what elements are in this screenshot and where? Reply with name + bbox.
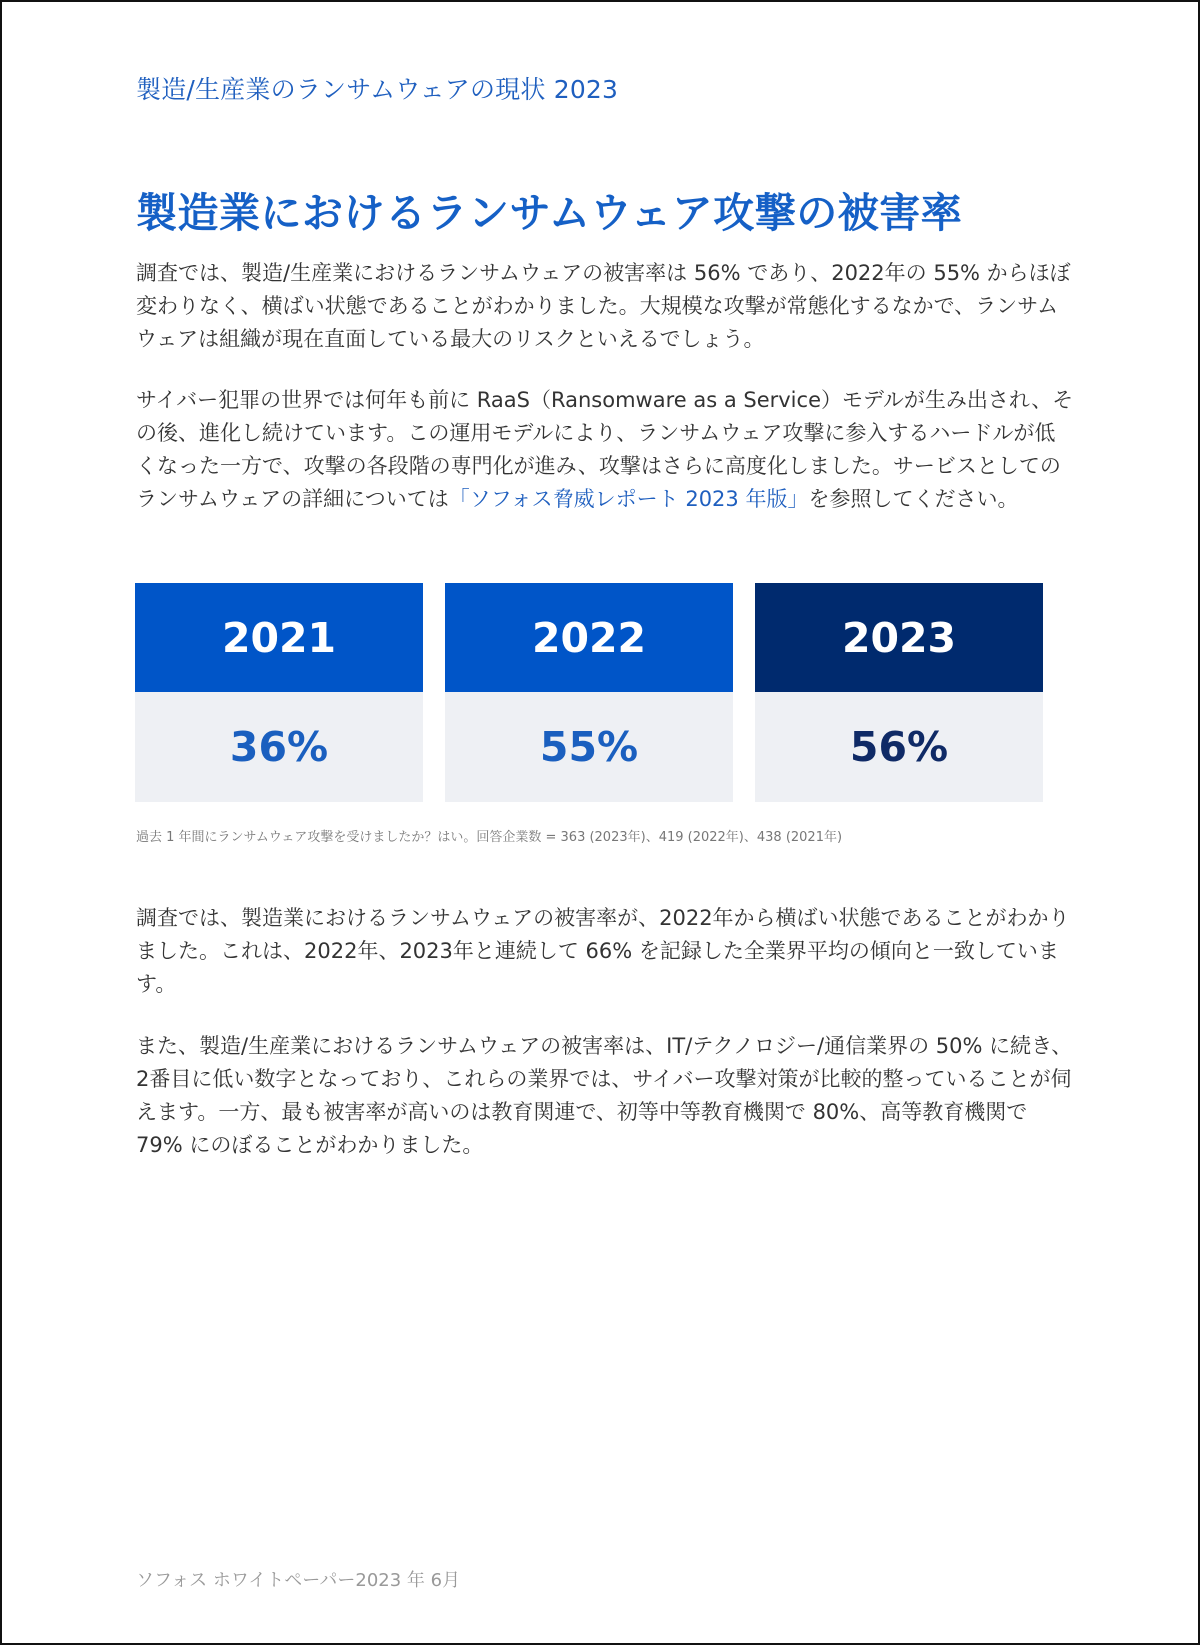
stat-year: 2022 [445, 583, 733, 692]
stat-card-2023 [755, 583, 1043, 802]
stat-value: 36% [135, 692, 423, 802]
paragraph-trend: 調査では、製造業におけるランサムウェアの被害率が、2022年から横ばい状態であることがわかりました。これは、2022年、2023年と連続して 66% を記録した全業界平均の傾向と一致しています。 [136, 906, 1070, 996]
stat-card-2021 [135, 583, 423, 802]
section-heading: 製造業におけるランサムウェア攻撃の被害率 [136, 189, 963, 237]
threat-report-link[interactable]: 「ソフォス脅威レポート 2023 年版」 [448, 487, 809, 511]
survey-footnote: 過去 1 年間にランサムウェア攻撃を受けましたか？はい。回答企業数 = 363 (2023年)、419 (2022年)、438 (2021年) [136, 830, 843, 845]
stat-card-2022 [445, 583, 733, 802]
page-footer: ソフォス ホワイトペーパー2023 年 6月 [136, 1570, 461, 1591]
paragraph-raas [136, 384, 1076, 516]
stats-row [135, 583, 1043, 802]
stat-year: 2021 [135, 583, 423, 692]
paragraph-raas-tail: を参照してください。 [808, 487, 1019, 511]
paragraph-raas-text: サイバー犯罪の世界では何年も前に RaaS（Ransomware as a Service）モデルが生み出され、その後、進化し続けています。この運用モデルにより、ランサムウェア攻撃に参入するハードルが低くなった一方で、攻撃の各段階の専門化が進み、攻撃はさらに高度化しました。サービスとしてのランサムウェアの詳細については [136, 388, 1074, 511]
paragraph-industry-comparison: また、製造/生産業におけるランサムウェアの被害率は、IT/テクノロジー/通信業界の 50% に続き、2番目に低い数字となっており、これらの業界では、サイバー攻撃対策が比較的整っていることが伺えます。一方、最も被害率が高いのは教育関連で、初等中等教育機関で 80%、高等教育機関で 79% にのぼることがわかりました。 [136, 1034, 1073, 1157]
running-title: 製造/生産業のランサムウェアの現状 2023 [136, 75, 619, 104]
stat-value: 56% [755, 692, 1043, 802]
stat-year: 2023 [755, 583, 1043, 692]
paragraph-intro: 調査では、製造/生産業におけるランサムウェアの被害率は 56% であり、2022年の 55% からほぼ変わりなく、横ばい状態であることがわかりました。大規模な攻撃が常態化するなかで、ランサムウェアは組織が現在直面している最大のリスクといえるでしょう。 [136, 261, 1071, 351]
stat-value: 55% [445, 692, 733, 802]
